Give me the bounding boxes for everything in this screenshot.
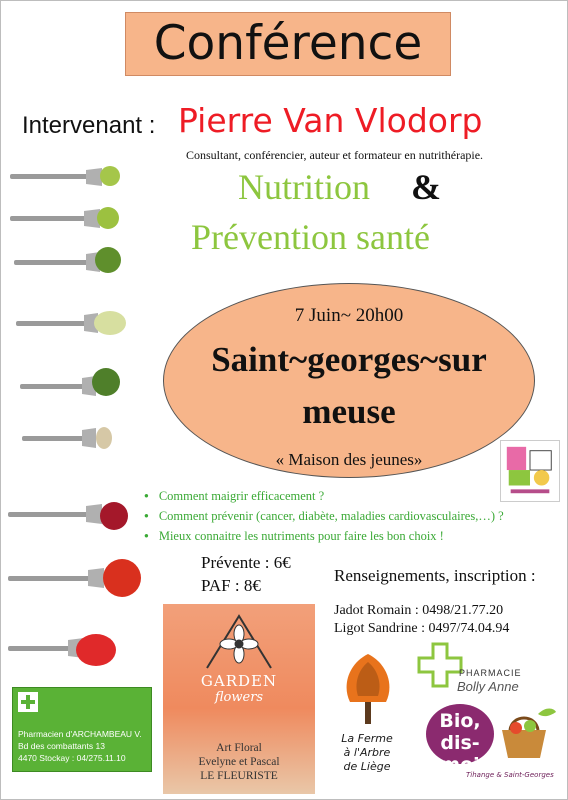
- fork-8-icon: [8, 559, 141, 597]
- fork-5-icon: [20, 368, 120, 396]
- price-prevente: Prévente : 6€: [201, 553, 291, 572]
- fork-7-icon: [8, 502, 128, 530]
- tree-icon: [338, 652, 398, 726]
- list-item: ● Mieux connaitre les nutriments pour faire les bon choix !: [144, 529, 504, 544]
- fork-1-icon: [10, 166, 120, 186]
- garden-name: GARDEN: [200, 672, 278, 690]
- fork-3-icon: [14, 247, 121, 273]
- speaker-description: Consultant, conférencier, auteur et formateur en nutrithérapie.: [186, 148, 484, 162]
- garden-sub: flowers: [214, 690, 264, 705]
- bio-line2: dis-moi: [440, 732, 480, 776]
- flower-icon: [199, 610, 279, 672]
- garden-line2: Evelyne et Pascal: [198, 756, 280, 768]
- contact-ligot: Ligot Sandrine : 0497/74.04.94: [334, 621, 510, 636]
- event-venue-place: « Maison des jeunes»: [275, 450, 423, 469]
- pharmacy-line3: 4470 Stockay : 04/275.11.10: [18, 753, 126, 763]
- fork-4-icon: [16, 311, 126, 335]
- topic-nutrition: Nutrition: [238, 167, 370, 207]
- benefits-list: [144, 489, 504, 549]
- garden-line3: LE FLEURISTE: [200, 770, 278, 782]
- page-title: Conférence: [153, 16, 423, 71]
- forks-illustration: [0, 150, 160, 690]
- price-paf: PAF : 8€: [201, 576, 261, 595]
- pharmacy2-name: Bolly Anne: [457, 679, 519, 694]
- event-venue-line1: Saint~georges~sur: [211, 340, 487, 379]
- pharmacy-line1: Pharmacien d'ARCHAMBEAU V.: [18, 729, 142, 739]
- pharmacy-cross-icon: [18, 692, 38, 712]
- info-heading: Renseignements, inscription :: [334, 566, 536, 585]
- topic-prevention: Prévention santé: [191, 217, 430, 257]
- list-item: ● Comment prévenir (cancer, diabète, maladies cardiovasculaires,…) ?: [144, 509, 504, 524]
- ferme-line2: à l'Arbre: [343, 746, 391, 759]
- fork-6-icon: [22, 427, 112, 449]
- contact-jadot: Jadot Romain : 0498/21.77.20: [334, 603, 504, 618]
- pharmacy2-label: PHARMACIE: [459, 668, 522, 678]
- speaker-name: Pierre Van Vlodorp: [178, 101, 483, 140]
- speaker-label: Intervenant :: [22, 112, 156, 139]
- bio-line1: Bio,: [439, 710, 481, 732]
- pharmacy-line2: Bd des combattants 13: [18, 741, 105, 751]
- ferme-line3: de Liège: [343, 760, 391, 773]
- fork-2-icon: [10, 207, 119, 229]
- ferme-line1: La Ferme: [341, 732, 393, 745]
- event-venue-line2: meuse: [302, 392, 396, 431]
- garden-line1: Art Floral: [216, 742, 262, 754]
- fork-9-icon: [8, 634, 116, 666]
- topic-ampersand: &: [411, 167, 441, 207]
- event-date: 7 Juin~ 20h00: [294, 305, 404, 326]
- bio-sub: Tihange & Saint-Georges: [466, 771, 554, 779]
- maison-des-jeunes-logo: [500, 440, 560, 502]
- list-item: ● Comment maigrir efficacement ?: [144, 489, 504, 504]
